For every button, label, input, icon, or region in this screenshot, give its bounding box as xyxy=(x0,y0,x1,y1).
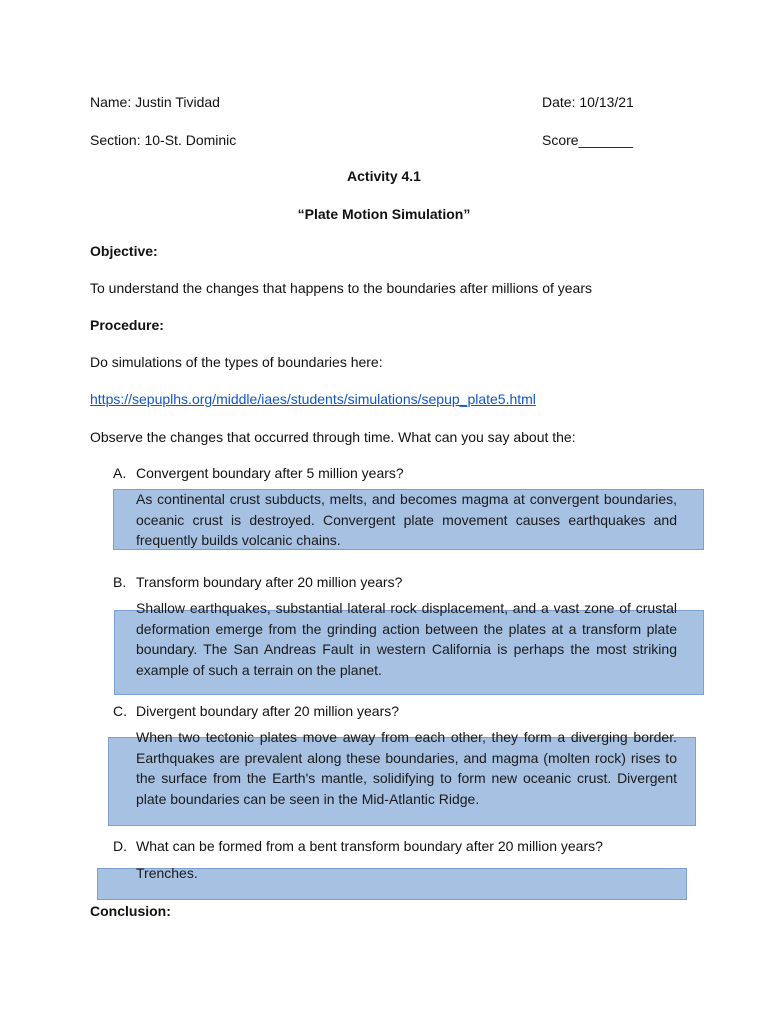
answer-a: As continental crust subducts, melts, and becomes magma at convergent boundaries, oceanic crust is destroyed. Convergent plate movement causes earthquakes and frequently builds volcanic chains. xyxy=(136,491,677,548)
answer-b: Shallow earthquakes, substantial lateral rock displacement, and a vast zone of crustal deformation emerge from the grinding action between the plates at a transform plate boundary. The San Andreas Fault in western California is perhaps the most striking example of such a terrain on the planet. xyxy=(136,600,677,678)
question-a: Convergent boundary after 5 million years? xyxy=(136,465,404,481)
score: Score_______ xyxy=(542,132,634,148)
answer-c: When two tectonic plates move away from each other, they form a diverging border. Earthquakes are prevalent along these boundaries, and magma (molten rock) rises to the surface from the Earth's mantle, solidifying to form new oceanic crust. Divergent plate boundaries can be seen in the Mid-Atlantic Ridge. xyxy=(136,729,677,807)
question-d-letter: D. xyxy=(113,838,127,854)
observe-text: Observe the changes that occurred through time. What can you say about the: xyxy=(90,429,576,445)
activity-subtitle: “Plate Motion Simulation” xyxy=(297,206,471,222)
objective-text: To understand the changes that happens to the boundaries after millions of years xyxy=(90,280,592,296)
procedure-heading: Procedure: xyxy=(90,317,164,333)
question-c: Divergent boundary after 20 million years? xyxy=(136,703,400,719)
question-d: What can be formed from a bent transform boundary after 20 million years? xyxy=(136,838,603,854)
simulation-link[interactable]: https://sepuplhs.org/middle/iaes/students/simulations/sepup_plate5.html xyxy=(90,391,536,407)
question-c-letter: C. xyxy=(113,703,127,719)
answer-d: Trenches. xyxy=(136,865,198,881)
student-name: Name: Justin Tividad xyxy=(90,94,220,110)
question-b-letter: B. xyxy=(113,574,127,590)
procedure-text: Do simulations of the types of boundaries here: xyxy=(90,354,383,370)
activity-title: Activity 4.1 xyxy=(347,168,421,184)
question-b: Transform boundary after 20 million years? xyxy=(136,574,403,590)
section: Section: 10-St. Dominic xyxy=(90,132,237,148)
question-a-letter: A. xyxy=(113,465,127,481)
conclusion-heading: Conclusion: xyxy=(90,903,171,919)
date: Date: 10/13/21 xyxy=(542,94,634,110)
objective-heading: Objective: xyxy=(90,243,158,259)
